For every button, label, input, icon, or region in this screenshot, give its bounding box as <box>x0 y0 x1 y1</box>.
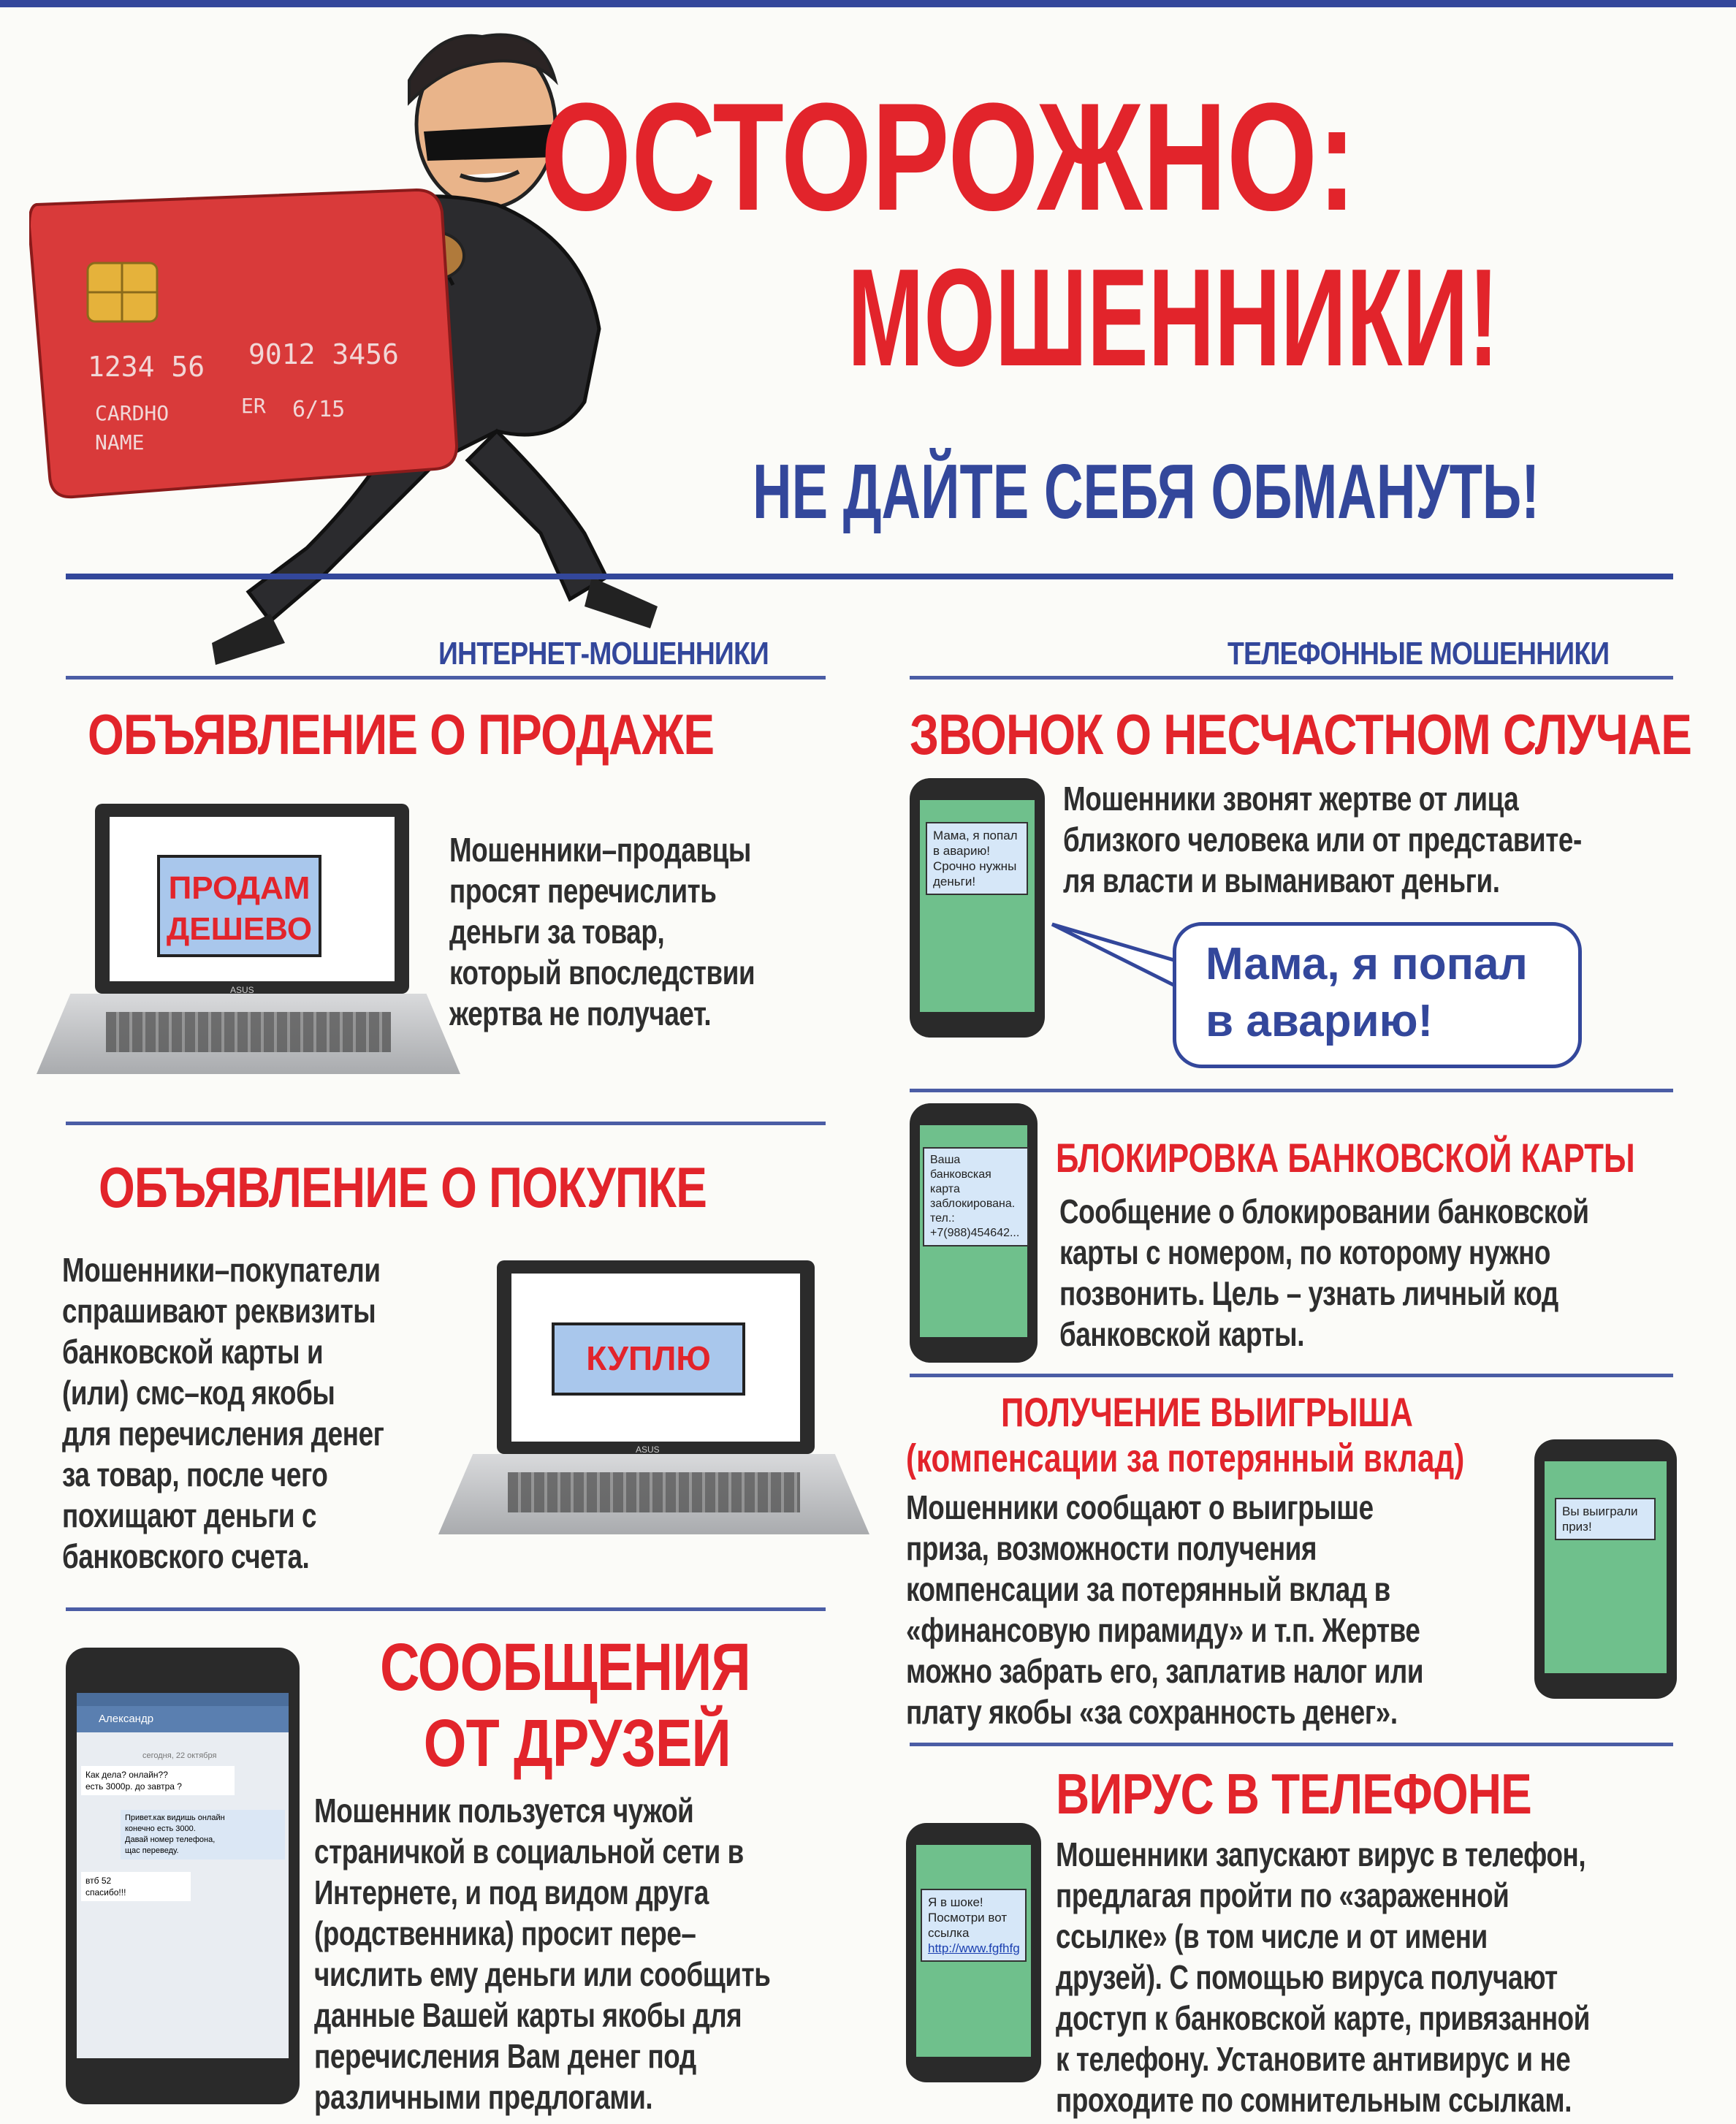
text-line: просят перечислить <box>449 872 717 910</box>
phone-prize <box>1534 1439 1677 1699</box>
bubble-sell-line1: ПРОДАМ <box>168 870 311 906</box>
chat-message-3: втб 52 спасибо!!! <box>81 1872 191 1901</box>
text-line: (родственника) просит пере– <box>314 1914 696 1952</box>
text-virus <box>1056 1834 1590 2120</box>
text-line: карты с номером, по которому нужно <box>1059 1233 1550 1271</box>
main-title-line1: ОСТОРОЖНО: <box>541 71 1357 243</box>
bubble-sell-line2: ДЕШЕВО <box>166 911 313 947</box>
callout-tail <box>1045 917 1184 997</box>
text-line: ссылке» (в том числе и от имени <box>1056 1917 1488 1955</box>
text-line: банковской карты и <box>62 1333 324 1371</box>
phone-blocking <box>910 1103 1038 1363</box>
card-expiry: 6/15 <box>292 397 346 422</box>
divider-right-category <box>910 676 1673 680</box>
text-line: спрашивают реквизиты <box>62 1292 376 1330</box>
text-line: перечисления Вам денег под <box>314 2037 696 2075</box>
text-purchase <box>62 1249 384 1577</box>
text-line: числить ему деньги или сообщить <box>314 1955 771 1993</box>
bubble-buy: КУПЛЮ <box>552 1322 745 1396</box>
sms-virus: Я в шоке! Посмотри вот ссылка http://www.fgfhfg <box>921 1889 1027 1962</box>
divider-left-2 <box>66 1607 826 1611</box>
text-line: Мошенники звонят жертве от лица <box>1063 780 1519 818</box>
text-prize <box>906 1487 1423 1732</box>
text-line: банковской карты. <box>1059 1315 1305 1353</box>
text-line: друзей). С помощью вируса получают <box>1056 1958 1558 1996</box>
divider-right-3 <box>910 1743 1673 1746</box>
text-line: (или) смс–код якобы <box>62 1374 335 1412</box>
main-title-line2: МОШЕННИКИ! <box>848 240 1499 395</box>
text-line: Мошенники запускают вирус в телефон, <box>1056 1835 1586 1873</box>
text-line: «финансовую пирамиду» и т.п. Жертве <box>906 1611 1420 1649</box>
chat-message-2: Привет.как видишь онлайн конечно есть 3000. Давай номер телефона, щас переведу. <box>121 1810 285 1860</box>
chat-date: сегодня, 22 октября <box>142 1751 217 1760</box>
smartphone-chat <box>66 1648 300 2104</box>
text-line: данные Вашей карты якобы для <box>314 1996 742 2034</box>
divider-right-1 <box>910 1089 1673 1092</box>
text-line: Мошенники сообщают о выигрыше <box>906 1488 1374 1526</box>
text-line: Мошенник пользуется чужой <box>314 1792 694 1830</box>
heading-friends-line1: СООБЩЕНИЯ <box>380 1630 750 1705</box>
text-sale <box>449 829 755 1034</box>
text-line: страничкой в социальной сети в <box>314 1832 744 1870</box>
card-holder-line1b: ER <box>241 394 266 418</box>
sms-virus-link: http://www.fgfhfg <box>928 1941 1020 1955</box>
text-line: для перечисления денег <box>62 1415 384 1453</box>
text-line: похищают деньги с <box>62 1496 317 1534</box>
text-line: приза, возможности получения <box>906 1529 1317 1567</box>
text-accident <box>1063 778 1582 901</box>
heading-prize-sub: (компенсации за потерянный вклад) <box>906 1436 1465 1480</box>
laptop-purchase <box>438 1260 869 1545</box>
text-line: Сообщение о блокировании банковской <box>1059 1192 1589 1230</box>
text-line: доступ к банковской карте, привязанной <box>1056 1999 1590 2037</box>
heading-friends-line2: ОТ ДРУЗЕЙ <box>423 1706 731 1781</box>
top-border <box>0 0 1736 7</box>
chat-message-1: Как дела? онлайн?? есть 3000р. до завтра ? <box>81 1766 235 1795</box>
sms-blocking: Ваша банковская карта заблокирована. тел.: +7(988)454642... <box>923 1147 1029 1246</box>
text-line: деньги за товар, <box>449 913 665 951</box>
heading-card-blocking: БЛОКИРОВКА БАНКОВСКОЙ КАРТЫ <box>1056 1135 1635 1181</box>
heading-friends <box>380 1629 750 1781</box>
bank-card-illustration <box>29 190 457 497</box>
text-line: за товар, после чего <box>62 1455 328 1493</box>
text-line: Мошенники–продавцы <box>449 831 751 869</box>
text-line: к телефону. Установите антивирус и не <box>1056 2040 1571 2078</box>
card-holder-line2: NAME <box>95 430 145 454</box>
text-friends <box>314 1790 771 2117</box>
text-blocking <box>1059 1191 1589 1355</box>
text-line: близкого человека или от представите- <box>1063 821 1582 859</box>
heading-purchase: ОБЪЯВЛЕНИЕ О ПОКУПКЕ <box>99 1155 707 1219</box>
text-line: жертва не получает. <box>449 994 712 1032</box>
card-number-part2: 9012 3456 <box>248 338 399 370</box>
callout-line2: в аварию! <box>1206 996 1434 1046</box>
text-line: можно забрать его, заплатив налог или <box>906 1652 1424 1690</box>
divider-left-1 <box>66 1122 826 1125</box>
subtitle: НЕ ДАЙТЕ СЕБЯ ОБМАНУТЬ! <box>753 449 1539 535</box>
sms-prize: Вы выиграли приз! <box>1555 1498 1656 1540</box>
phone-accident <box>910 778 1045 1038</box>
text-line: предлагая пройти по «зараженной <box>1056 1876 1510 1914</box>
sms-accident: Мама, я попал в аварию! Срочно нужны деньги! <box>926 822 1028 895</box>
category-internet: ИНТЕРНЕТ-МОШЕННИКИ <box>438 636 769 671</box>
card-number-part1: 1234 56 <box>88 351 205 383</box>
chat-contact-name: Александр <box>77 1706 289 1732</box>
text-line: позвонить. Цель – узнать личный код <box>1059 1274 1558 1312</box>
laptop-brand-label: ASUS <box>230 985 254 995</box>
text-line: который впоследствии <box>449 953 755 991</box>
text-line: компенсации за потерянный вклад в <box>906 1570 1390 1608</box>
text-line: Мошенники–покупатели <box>62 1251 381 1289</box>
callout-mom-accident <box>1173 922 1582 1068</box>
text-line: ля власти и выманивают деньги. <box>1063 861 1500 899</box>
text-line: Интернете, и под видом друга <box>314 1873 709 1911</box>
card-holder-line1: CARDHO <box>95 401 170 425</box>
heading-sale: ОБЪЯВЛЕНИЕ О ПРОДАЖЕ <box>88 702 715 766</box>
divider-left-category <box>66 676 826 680</box>
callout-line1: Мама, я попал <box>1206 939 1528 989</box>
heading-virus: ВИРУС В ТЕЛЕФОНЕ <box>1056 1762 1532 1826</box>
heading-prize: ПОЛУЧЕНИЕ ВЫИГРЫША <box>1001 1389 1413 1435</box>
text-line: банковского счета. <box>62 1537 310 1575</box>
header-divider <box>66 574 1673 579</box>
divider-right-2 <box>910 1374 1673 1377</box>
heading-accident-call: ЗВОНОК О НЕСЧАСТНОМ СЛУЧАЕ <box>910 702 1692 766</box>
bubble-sell-cheap <box>157 855 321 957</box>
phone-virus <box>906 1823 1041 2082</box>
text-line: плату якобы «за сохранность денег». <box>906 1693 1398 1731</box>
category-phone: ТЕЛЕФОННЫЕ МОШЕННИКИ <box>1227 636 1610 671</box>
text-line: различными предлогами. <box>314 2078 653 2116</box>
text-line: проходите по сомнительным ссылкам. <box>1056 2081 1572 2119</box>
laptop-brand-label: ASUS <box>636 1444 660 1455</box>
